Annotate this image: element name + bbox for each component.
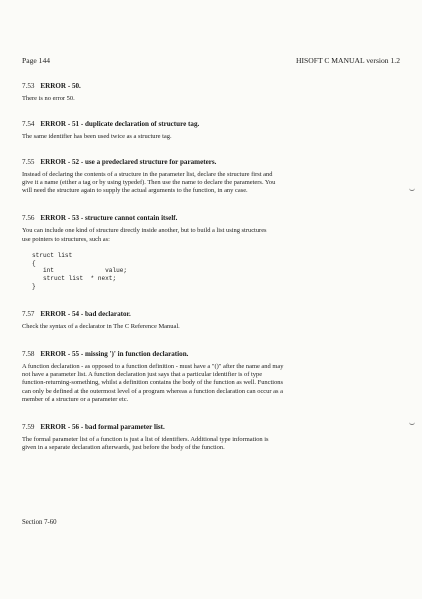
section-number: 7.56 (22, 214, 35, 223)
scan-mark (409, 187, 415, 191)
body-line: You can include one kind of structure directly inside another, but to build a list using structures (22, 227, 267, 235)
body-line: The same identifier has been used twice as a structure tag. (22, 133, 172, 141)
page-content (22, 82, 402, 452)
section-heading (22, 350, 402, 358)
body-line: will need the structure again to supply the actual arguments to the function, in any case. (22, 187, 248, 195)
section-title: ERROR - 50. (40, 82, 81, 90)
body-line: function-returning-something, whilst a definition contains the body of the function as well. Functions (22, 379, 284, 387)
code-line: { (32, 259, 36, 267)
code-block (32, 252, 402, 292)
page-number: Page 144 (22, 56, 51, 65)
code-line: struct list (32, 251, 73, 259)
section-heading (22, 423, 402, 431)
section-number: 7.55 (22, 158, 35, 167)
body-line: A function declaration - as opposed to a function definition - must have a "()" after the name and may (22, 363, 284, 371)
section-title: ERROR - 51 - duplicate declaration of structure tag. (40, 120, 200, 129)
body-line: The formal parameter list of a function is just a list of identifiers. Additional type information is (22, 435, 269, 443)
body-line: Check the syntax of a declarator in The C Reference Manual. (22, 323, 180, 331)
section-number: 7.57 (22, 310, 35, 319)
section-heading (22, 310, 402, 318)
section-7-54 (22, 120, 402, 141)
body-line: Instead of declaring the contents of a structure in the parameter list, declare the structure first and (22, 171, 273, 179)
body-line: can only be defined at the outermost level of a program whereas a function declaration can occur as a (22, 387, 283, 395)
section-title: ERROR - 53 - structure cannot contain itself. (40, 214, 178, 223)
section-heading (22, 214, 402, 222)
body-line: give it a name (either a tag or by using typedef). Then use the name to declare the parameters. You (22, 179, 276, 187)
section-number: 7.54 (22, 120, 35, 129)
section-heading (22, 158, 402, 166)
section-7-58 (22, 350, 402, 403)
code-line: } (32, 283, 36, 291)
section-number: 7.59 (22, 422, 35, 431)
section-7-53 (22, 82, 402, 103)
section-heading (22, 120, 402, 128)
section-heading (22, 82, 402, 90)
body-line: given in a separate declaration afterwards, just before the body of the function. (22, 443, 225, 451)
body-line: member of a structure or a parameter etc. (22, 395, 129, 403)
scan-mark (409, 421, 415, 425)
body-line: use pointers to structures, such as: (22, 235, 110, 243)
section-7-57 (22, 310, 402, 331)
section-7-56 (22, 214, 402, 291)
body-line: not have a parameter list. A function declaration just says that a particular identifier is of type (22, 371, 263, 379)
section-title: ERROR - 54 - bad declarator. (40, 310, 131, 319)
page-footer: Section 7-60 (22, 519, 57, 526)
code-line: int value; (32, 267, 128, 275)
body-line: There is no error 50. (22, 95, 75, 102)
section-number: 7.58 (22, 350, 35, 359)
section-title: ERROR - 55 - missing ')' in function declaration. (40, 350, 189, 359)
code-line: struct list * next; (32, 275, 117, 283)
manual-title: HISOFT C MANUAL version 1.2 (296, 56, 400, 65)
section-7-59 (22, 423, 402, 452)
section-title: ERROR - 56 - bad formal parameter list. (40, 422, 165, 431)
section-number: 7.53 (22, 82, 35, 90)
section-title: ERROR - 52 - use a predeclared structure for parameters. (40, 158, 217, 167)
section-7-55 (22, 158, 402, 195)
